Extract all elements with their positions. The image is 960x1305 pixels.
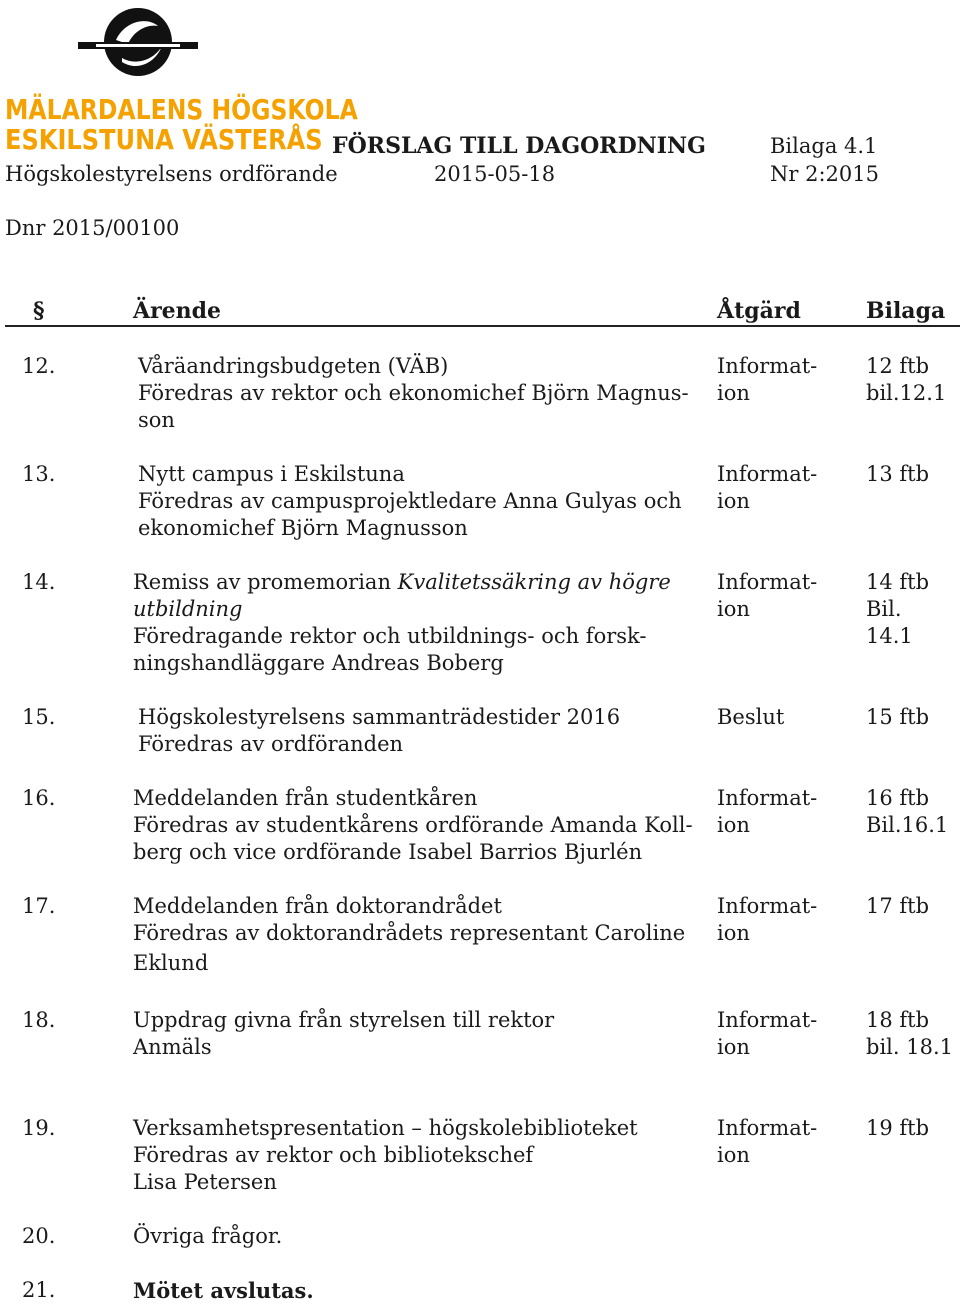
description-line <box>138 515 698 542</box>
description-line <box>133 839 693 866</box>
agenda-item-attachment <box>866 1115 929 1142</box>
attachment-text: 14.1 <box>866 624 913 648</box>
description-line <box>133 623 693 650</box>
agenda-item-description <box>133 1115 693 1196</box>
agenda-item-number: 21. <box>22 1278 56 1302</box>
description-text: Föredras av campusprojektledare Anna Gulyas och <box>138 489 682 513</box>
agenda-item-description <box>138 461 698 542</box>
action-text: ion <box>717 921 750 945</box>
agenda-item-number: 14. <box>22 570 56 594</box>
agenda-item-action <box>717 461 817 515</box>
action-text: ion <box>717 1143 750 1167</box>
attachment-text: 12 ftb <box>866 354 930 378</box>
description-line <box>133 893 693 920</box>
description-text: Föredras av rektor och bibliotekschef <box>133 1143 534 1167</box>
description-line <box>133 569 693 596</box>
agenda-item-attachment <box>866 704 929 731</box>
attachment-text: Bil. <box>866 597 902 621</box>
description-text: utbildning <box>133 597 243 621</box>
agenda-item-action <box>717 1115 817 1169</box>
description-line <box>138 461 698 488</box>
column-header-bilaga: Bilaga <box>866 298 946 324</box>
description-line <box>138 488 698 515</box>
action-text: Informat- <box>717 786 818 810</box>
agenda-item-number: 15. <box>22 705 56 729</box>
agenda-item-action <box>717 1007 817 1061</box>
description-line <box>133 812 693 839</box>
action-text: Beslut <box>717 705 785 729</box>
attachment-number: Bilaga 4.1 <box>770 134 878 158</box>
description-text: Våräandringsbudgeten (VÄB) <box>138 354 449 378</box>
attachment-text: 16 ftb <box>866 786 930 810</box>
description-text: Kvalitetssäkring av högre <box>397 570 671 594</box>
agenda-item-description <box>133 569 693 677</box>
attachment-text: 13 ftb <box>866 462 930 486</box>
attachment-text: bil.12.1 <box>866 381 947 405</box>
document-number: Nr 2:2015 <box>770 162 879 186</box>
description-text: Verksamhetspresentation – högskolebiblioteket <box>133 1116 638 1140</box>
attachment-text: Bil.16.1 <box>866 813 949 837</box>
description-text: Föredras av rektor och ekonomichef Björn Magnus- <box>138 381 689 405</box>
agenda-item-description <box>133 1007 693 1061</box>
description-text: Högskolestyrelsens sammanträdestider 2016 <box>138 705 621 729</box>
description-line <box>133 1007 693 1034</box>
description-line <box>133 1277 693 1305</box>
agenda-item-number: 13. <box>22 462 56 486</box>
action-text: Informat- <box>717 1008 818 1032</box>
description-line <box>133 1034 693 1061</box>
description-text: berg och vice ordförande Isabel Barrios Bjurlén <box>133 840 643 864</box>
description-line <box>138 407 698 434</box>
action-text: Informat- <box>717 354 818 378</box>
action-text: ion <box>717 381 750 405</box>
description-text: Föredras av ordföranden <box>138 732 404 756</box>
agenda-item-description <box>133 785 693 866</box>
action-text: ion <box>717 813 750 837</box>
description-text: Meddelanden från studentkåren <box>133 786 478 810</box>
description-line <box>138 731 698 758</box>
column-header-arende: Ärende <box>133 298 222 324</box>
attachment-text: bil. 18.1 <box>866 1035 953 1059</box>
sender: Högskolestyrelsens ordförande <box>5 162 338 186</box>
agenda-item-number: 20. <box>22 1224 56 1248</box>
agenda-item-attachment <box>866 893 929 920</box>
agenda-item-number: 17. <box>22 894 56 918</box>
header-divider <box>5 325 960 327</box>
column-header-atgard: Åtgärd <box>717 298 801 324</box>
agenda-item-action <box>717 785 817 839</box>
agenda-item-attachment <box>866 785 948 839</box>
description-text: Eklund <box>133 951 209 975</box>
agenda-item-description <box>133 1277 693 1305</box>
description-line <box>133 596 693 623</box>
description-text: Övriga frågor. <box>133 1224 283 1248</box>
action-text: Informat- <box>717 894 818 918</box>
action-text: ion <box>717 597 750 621</box>
attachment-text: 15 ftb <box>866 705 930 729</box>
description-text: ekonomichef Björn Magnusson <box>138 516 468 540</box>
description-line <box>138 380 698 407</box>
agenda-item-description <box>133 1223 693 1250</box>
agenda-item-action <box>717 569 817 623</box>
agenda-item-action <box>717 704 784 731</box>
description-line <box>133 920 693 947</box>
attachment-text: 17 ftb <box>866 894 930 918</box>
column-header-paragraph: § <box>33 298 45 324</box>
agenda-item-number: 18. <box>22 1008 56 1032</box>
description-text: Nytt campus i Eskilstuna <box>138 462 405 486</box>
description-text: Uppdrag givna från styrelsen till rektor <box>133 1008 555 1032</box>
description-line <box>133 1223 693 1250</box>
description-line <box>133 650 693 677</box>
agenda-item-description <box>138 704 698 758</box>
agenda-item-attachment <box>866 461 929 488</box>
description-line <box>138 353 698 380</box>
document-title: FÖRSLAG TILL DAGORDNING <box>332 133 706 159</box>
description-text: Föredras av studentkårens ordförande Amanda Koll- <box>133 813 693 837</box>
attachment-text: 19 ftb <box>866 1116 930 1140</box>
agenda-item-action <box>717 893 817 947</box>
agenda-item-attachment <box>866 1007 953 1061</box>
agenda-item-description <box>138 353 698 434</box>
registration-number: Dnr 2015/00100 <box>5 216 180 240</box>
agenda-item-attachment <box>866 353 946 407</box>
action-text: ion <box>717 489 750 513</box>
description-text: Föredragande rektor och utbildnings- och forsk- <box>133 624 647 648</box>
description-text: Remiss av promemorian <box>133 570 398 594</box>
agenda-item-attachment <box>866 569 929 650</box>
description-line <box>133 1169 693 1196</box>
action-text: Informat- <box>717 570 818 594</box>
description-text: Mötet avslutas. <box>133 1278 314 1303</box>
agenda-item-description <box>133 893 693 977</box>
description-text: Anmäls <box>133 1035 212 1059</box>
description-line <box>133 1115 693 1142</box>
agenda-item-number: 12. <box>22 354 56 378</box>
agenda-item-number: 16. <box>22 786 56 810</box>
description-text: Meddelanden från doktorandrådet <box>133 894 502 918</box>
description-line <box>133 950 693 977</box>
description-line <box>133 785 693 812</box>
attachment-text: 14 ftb <box>866 570 930 594</box>
description-text: Föredras av doktorandrådets representant Caroline <box>133 921 686 945</box>
logo-text-line1: MÄLARDALENS HÖGSKOLA <box>5 93 358 126</box>
agenda-item-number: 19. <box>22 1116 56 1140</box>
description-line <box>138 704 698 731</box>
action-text: ion <box>717 1035 750 1059</box>
description-text: Lisa Petersen <box>133 1170 277 1194</box>
action-text: Informat- <box>717 1116 818 1140</box>
document-date: 2015-05-18 <box>434 162 556 186</box>
agenda-item-action <box>717 353 817 407</box>
description-line <box>133 1142 693 1169</box>
university-logo-mark-icon <box>78 0 198 90</box>
attachment-text: 18 ftb <box>866 1008 930 1032</box>
logo-text-line2: ESKILSTUNA VÄSTERÅS <box>5 123 323 156</box>
description-text: son <box>138 408 175 432</box>
action-text: Informat- <box>717 462 818 486</box>
description-text: ningshandläggare Andreas Boberg <box>133 651 504 675</box>
